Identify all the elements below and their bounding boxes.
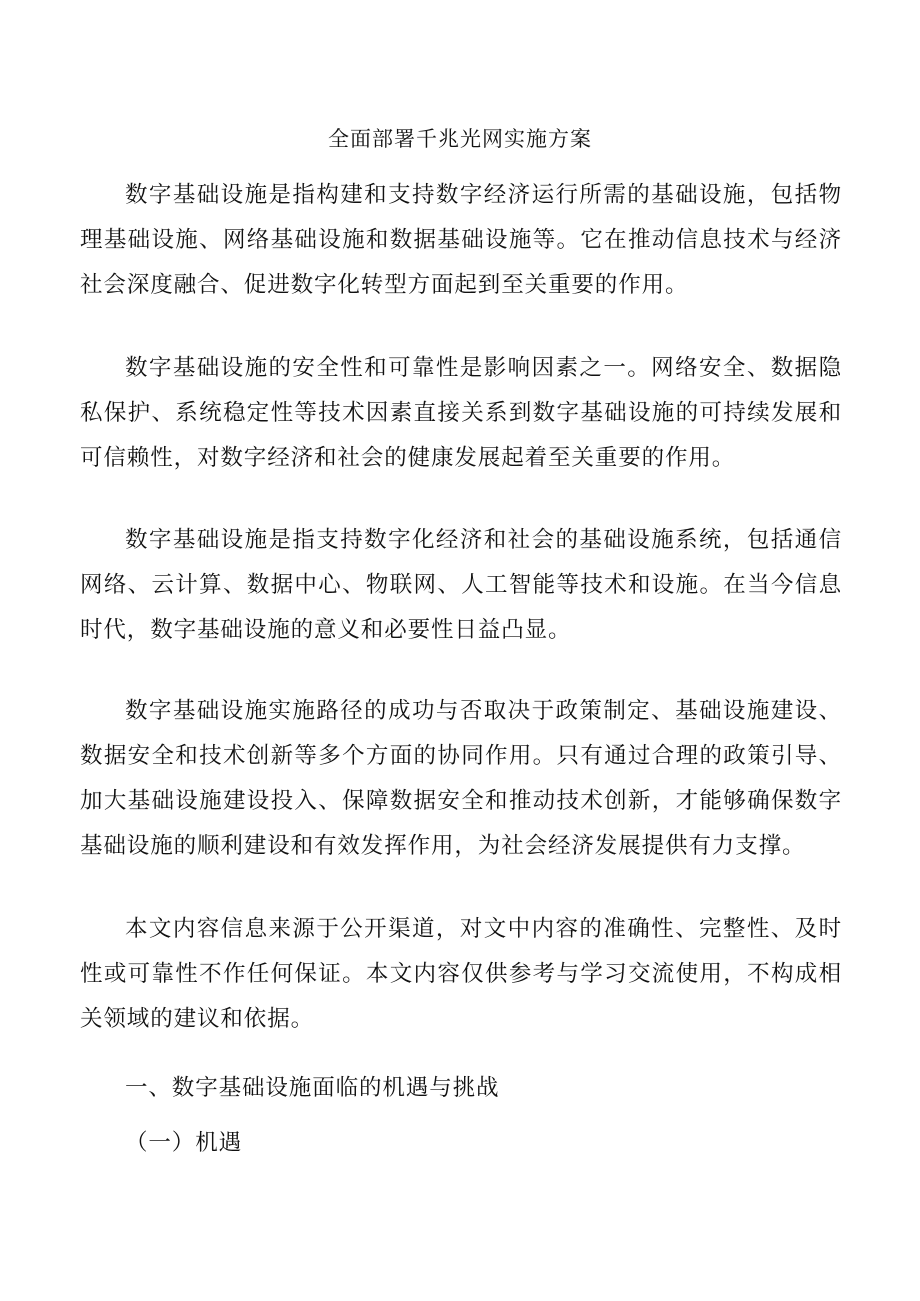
subsection-heading: （一）机遇: [125, 1130, 243, 1156]
body-paragraph: 数字基础设施是指构建和支持数字经济运行所需的基础设施，包括物理基础设施、网络基础设施和数据基础设施等。它在推动信息技术与经济社会深度融合、促进数字化转型方面起到至关重要的作用。: [80, 182, 842, 298]
body-paragraph: 数字基础设施是指支持数字化经济和社会的基础设施系统，包括通信网络、云计算、数据中心、物联网、人工智能等技术和设施。在当今信息时代，数字基础设施的意义和必要性日益凸显。: [80, 527, 842, 643]
document-title: 全面部署千兆光网实施方案: [328, 127, 592, 151]
body-paragraph: 数字基础设施的安全性和可靠性是影响因素之一。网络安全、数据隐私保护、系统稳定性等技术因素直接关系到数字基础设施的可持续发展和可信赖性，对数字经济和社会的健康发展起着至关重要的作用。: [80, 355, 842, 471]
section-heading: 一、数字基础设施面临的机遇与挑战: [125, 1075, 500, 1101]
body-paragraph: 数字基础设施实施路径的成功与否取决于政策制定、基础设施建设、数据安全和技术创新等多个方面的协同作用。只有通过合理的政策引导、加大基础设施建设投入、保障数据安全和推动技术创新，才能够确保数字基础设施的顺利建设和有效发挥作用，为社会经济发展提供有力支撑。: [80, 698, 842, 859]
disclaimer-paragraph: 本文内容信息来源于公开渠道，对文中内容的准确性、完整性、及时性或可靠性不作任何保证。本文内容仅供参考与学习交流使用，不构成相关领域的建议和依据。: [80, 916, 842, 1032]
